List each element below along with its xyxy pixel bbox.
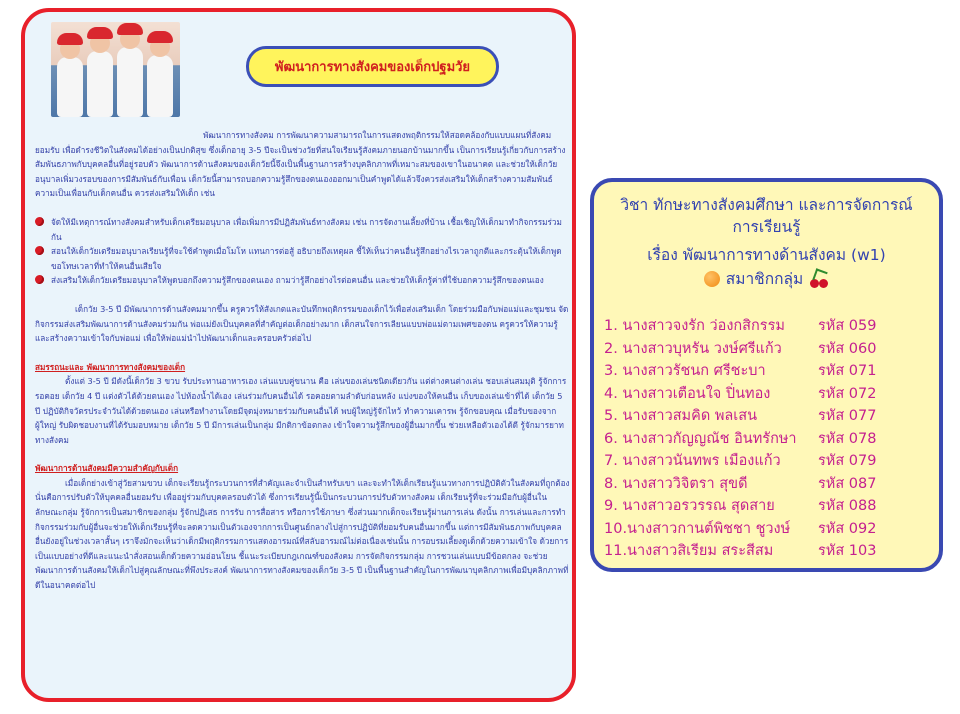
apple-icon	[35, 217, 47, 226]
article-panel	[21, 8, 576, 702]
topic-heading: เรื่อง พัฒนาการทางด้านสังคม (w1)	[647, 246, 886, 264]
list-item: 8. นางสาววิจิตรา สุขดี รหัส 087	[604, 475, 877, 492]
list-item: 9. นางสาวอรวรรณ สุดสาย รหัส 088	[604, 498, 877, 514]
list-item: 11.นางสาวสิเรียม สระสีสม รหัส 103	[604, 543, 877, 559]
list-item: 10.นางสาวกานต์พิชชา ชูวงษ์ รหัส 092	[604, 520, 877, 537]
bullet-item: ส่งเสริมให้เด็กวัยเตรียมอนุบาลให้พูดบอกถึงความรู้สึกของตนเอง ถามว่ารู้สึกอย่างไรต่อคนอื่น และช่วยให้เด็กรู้ค่าที่ใช้บอกความรู้สึกของตนเอง	[35, 273, 570, 288]
list-item: 2. นางสาวบุหรัน วงษ์ศรีแก้ว รหัส 060	[604, 340, 877, 357]
list-item: 7. นางสาวนันทพร เมืองแก้ว รหัส 079	[604, 453, 877, 469]
list-item: 6. นางสาวกัญญณัช อินทรักษา รหัส 078	[604, 430, 877, 447]
children-photo	[51, 22, 180, 117]
bullet-item: จัดให้มีเหตุการณ์ทางสังคมสำหรับเด็กเตรียมอนุบาล เพื่อเพิ่มการมีปฏิสัมพันธ์ทางสังคม เช่น การจัดงานเลี้ยงที่บ้าน เชื้อเชิญให้เด็กมาทำกิจกรรมร่วมกัน	[35, 215, 570, 244]
section-body-importance: เมื่อเด็กย่างเข้าสู่วัยสามขวบ เด็กจะเรียนรู้กระบวนการที่สำคัญและจำเป็นสำหรับเขา และจะทำให้เด็กเรียนรู้แนวทางการปฏิบัติตัวในสังคมที่ถูกต้อง นั่นคือการปรับตัวให้บุคคลอื่นยอมรับ เพื่ออยู่ร่วมกับบุคคลรอบตัวได้ ซึ่งการเรียนรู้นี้เป็นกระบวนการปรับตัวทางสังคม เด็กเรียนรู้ที่จะร่วมมือกับผู้อื่นในลักษณะกลุ่ม รู้จักการเป็นสมาชิกของกลุ่ม รู้จักปฏิเสธ การรับ การสื่อสาร หรือการใช้ภาษา ซึ่งส่วนมากเด็กจะเรียนรู้ผ่านการเล่น ดังนั้น การเล่นและการทำกิจกรรมร่วมกับผู้อื่นจะช่วยให้เด็กเรียนรู้ที่จะลดความเป็นตัวเองจากการเป็นศูนย์กลางไปสู่การปฏิบัติที่ยอมรับคนอื่นมากขึ้น แต่การมีสัมพันธภาพกับบุคคลอื่นยังอยู่ในช่วงเวลาสั้นๆ เราจึงมักจะเห็นว่าเด็กมีพฤติกรรมการแสดงอารมณ์ที่สลับอารมณ์ไม่ต่อเนื่องเช่นนั้น การอบรมเลี้ยงดูเด็กด้วยความเข้าใจ ด้วยการเป็นแบบอย่างที่ดีและแนะนำสั่งสอนเด็กด้วยความอ่อนโยน ชี้แนะระเบียบกฎเกณฑ์ของสังคม การจัดกิจกรรมกลุ่ม การชวนเล่นแบบมีข้อตกลง จะช่วยพัฒนาการด้านสังคมให้เด็กไปสู่คุณลักษณะที่พึงประสงค์ พัฒนาการทางสังคมของเด็กวัย 3-5 ปี เป็นพื้นฐานสำคัญในการพัฒนาบุคลิกภาพเพื่อมีบุคลิกภาพที่ดีในอนาคตต่อไป	[35, 477, 570, 591]
article-title: พัฒนาการทางสังคมของเด็กปฐมวัย	[246, 46, 499, 87]
list-item: 5. นางสาวสมคิด พลเสน รหัส 077	[604, 408, 877, 424]
subject-heading: วิชา ทักษะทางสังคมศึกษา และการจัดการณ์ การเรียนรู้	[620, 196, 913, 236]
cherry-icon	[809, 270, 829, 288]
section-heading-importance: พัฒนาการด้านสังคมมีความสำคัญกับเด็ก	[35, 463, 179, 474]
article-body	[35, 128, 570, 593]
section-heading-competency: สมรรถนะและ พัฒนาการทางสังคมของเด็ก	[35, 361, 186, 372]
section-body-competency: ตั้งแต่ 3-5 ปี มีดังนี้เด็กวัย 3 ขวบ รับประทานอาหารเอง เล่นแบบคู่ขนาน คือ เล่นของเล่นชนิดเดียวกัน แต่ต่างคนต่างเล่น ชอบเล่นสมมุติ รู้จักการรอคอย เด็กวัย 4 ปี แต่งตัวได้ด้วยตนเอง ไปห้องน้ำได้เอง เล่นร่วมกับคนอื่นได้ รอคอยตามลำดับก่อนหลัง แบ่งของให้คนอื่น เก็บของเล่นเข้าที่ได้ เด็กวัย 5 ปี ปฏิบัติกิจวัตรประจำวันได้ด้วยตนเอง เล่นหรือทำงานโดยมีจุดมุ่งหมายร่วมกับคนอื่นได้ พบผู้ใหญ่รู้จักไหว้ ทำความเคารพ รู้จักขอบคุณ เมื่อรับของจากผู้ใหญ่ รับผิดชอบงานที่ได้รับมอบหมาย เด็กวัย 5 ปี มีการเล่นเป็นกลุ่ม มีกติกาข้อตกลง เข้าใจความรู้สึกของผู้อื่นมากขึ้น ช่วยเหลือตัวเองได้ดี รู้จักมารยาททางสังคม	[35, 376, 567, 445]
intro-paragraph: พัฒนาการทางสังคม การพัฒนาความสามารถในการแสดงพฤติกรรมให้สอดคล้องกับแบบแผนที่สังคมยอมรับ เพื่อดำรงชีวิตในสังคมได้อย่างเป็นปกติสุข ซึ่งเด็กอายุ 3-5 ปีจะเป็นช่วงวัยที่สนใจเรียนรู้สังคมภายนอกบ้านมากขึ้น เป็นการเรียนรู้เกี่ยวกับการสร้างสัมพันธภาพกับบุคคลอื่นที่อยู่รอบตัว พัฒนาการด้านสังคมของเด็กวัยนี้จึงเป็นพื้นฐานการสร้างบุคลิกภาพที่เหมาะสมของเขาในอนาคต และช่วยให้เด็กวัยอนุบาลเพิ่มวงรอบของการมีสัมพันธ์กับเพื่อน เด็กวัยนี้สามารถบอกความรู้สึกของตนเองออกมาเป็นคำพูดได้แล้วจึงควรส่งเสริมให้เด็กสร้างความสัมพันธ์ความเป็นเพื่อนกับเด็กคนอื่น ควรส่งเสริมให้เด็ก เช่น	[35, 130, 566, 199]
apple-icon	[35, 246, 47, 255]
apple-icon	[35, 275, 47, 284]
group-info-panel	[590, 178, 943, 572]
bullet-item: สอนให้เด็กวัยเตรียมอนุบาลเรียนรู้ที่จะใช้คำพูดเมื่อโมโห แทนการต่อสู้ อธิบายถึงเหตุผล ชี้ให้เห็นว่าคนอื่นรู้สึกอย่างไรเวลาถูกตีและกระตุ้นให้เด็กพูดขอโทษเวลาที่ทำให้คนอื่นเสียใจ	[35, 244, 570, 273]
orange-icon	[704, 271, 720, 287]
list-item: 4. นางสาวเตือนใจ ปิ่นทอง รหัส 072	[604, 385, 877, 402]
list-item: 3. นางสาวรัชนก ศรีชะบา รหัส 071	[604, 363, 877, 379]
member-list	[604, 315, 934, 563]
list-item: 1. นางสาวจงรัก ว่องกสิกรรม รหัส 059	[604, 318, 877, 334]
members-heading: สมาชิกกลุ่ม	[594, 266, 939, 291]
paragraph-two: เด็กวัย 3-5 ปี มีพัฒนาการด้านสังคมมากขึ้น ครูควรให้สังเกตและบันทึกพฤติกรรมของเด็กไว้เพื่อส่งเสริมเด็ก โดยร่วมมือกับพ่อแม่และชุมชน จัดกิจกรรมส่งเสริมพัฒนาการด้านสังคมร่วมกัน พ่อแม่ยังเป็นบุคคลที่สำคัญต่อเด็กอย่างมาก เด็กสนใจการเลียนแบบพ่อแม่ตามเพศของตน ครูควรให้ความรู้และสร้างความเข้าใจกับพ่อแม่ เพื่อให้พ่อแม่นำไปพัฒนาเด็กและครอบครัวต่อไป	[35, 303, 569, 344]
